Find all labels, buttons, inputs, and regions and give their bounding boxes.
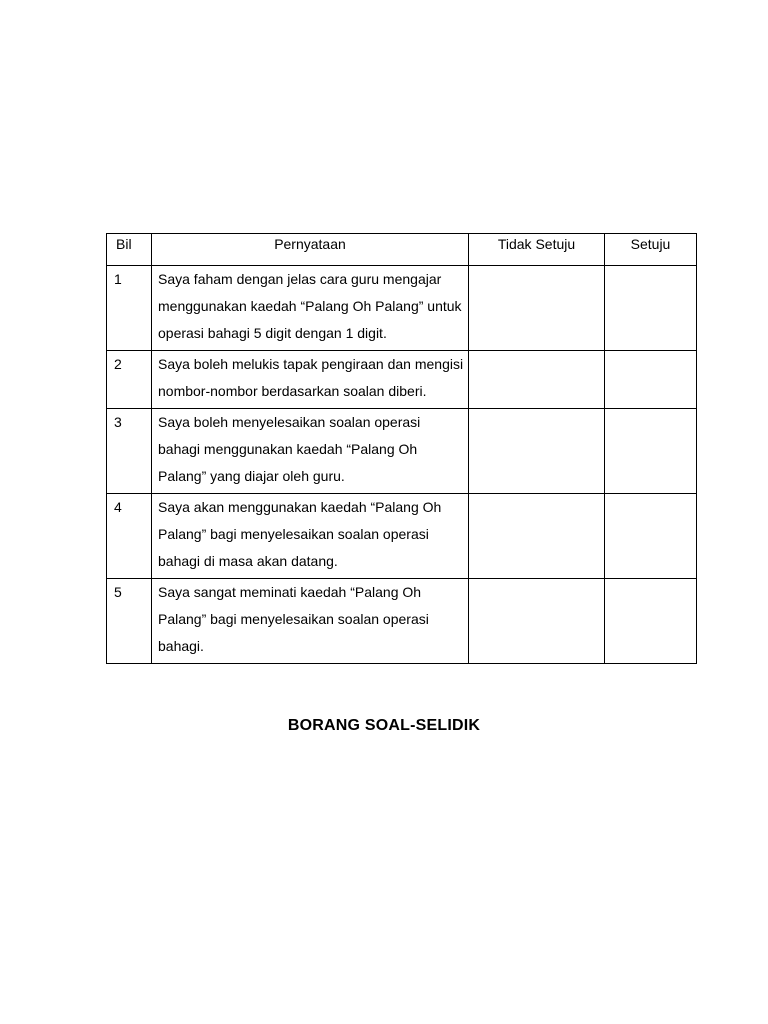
agree-cell[interactable] — [605, 494, 697, 579]
agree-cell[interactable] — [605, 351, 697, 409]
survey-table — [106, 233, 697, 664]
agree-cell[interactable] — [605, 579, 697, 664]
row-number: 4 — [107, 494, 152, 579]
disagree-cell[interactable] — [469, 266, 605, 351]
row-number: 3 — [107, 409, 152, 494]
table-row — [107, 494, 697, 579]
row-statement: Saya boleh melukis tapak pengiraan dan mengisi nombor-nombor berdasarkan soalan diberi. — [152, 351, 469, 409]
table-header-row — [107, 234, 697, 266]
row-number: 2 — [107, 351, 152, 409]
row-statement: Saya faham dengan jelas cara guru mengajar menggunakan kaedah “Palang Oh Palang” untuk operasi bahagi 5 digit dengan 1 digit. — [152, 266, 469, 351]
table-row — [107, 266, 697, 351]
row-statement: Saya boleh menyelesaikan soalan operasi bahagi menggunakan kaedah “Palang Oh Palang” yang diajar oleh guru. — [152, 409, 469, 494]
table-row — [107, 579, 697, 664]
header-statement: Pernyataan — [152, 234, 469, 266]
disagree-cell[interactable] — [469, 409, 605, 494]
header-bil: Bil — [107, 234, 152, 266]
disagree-cell[interactable] — [469, 579, 605, 664]
disagree-cell[interactable] — [469, 494, 605, 579]
row-number: 5 — [107, 579, 152, 664]
row-statement: Saya sangat meminati kaedah “Palang Oh Palang” bagi menyelesaikan soalan operasi bahagi. — [152, 579, 469, 664]
agree-cell[interactable] — [605, 266, 697, 351]
agree-cell[interactable] — [605, 409, 697, 494]
table-row — [107, 409, 697, 494]
row-statement: Saya akan menggunakan kaedah “Palang Oh Palang” bagi menyelesaikan soalan operasi bahagi di masa akan datang. — [152, 494, 469, 579]
header-disagree: Tidak Setuju — [469, 234, 605, 266]
row-number: 1 — [107, 266, 152, 351]
table-row — [107, 351, 697, 409]
disagree-cell[interactable] — [469, 351, 605, 409]
form-title: BORANG SOAL-SELIDIK — [287, 717, 481, 734]
header-agree: Setuju — [605, 234, 697, 266]
